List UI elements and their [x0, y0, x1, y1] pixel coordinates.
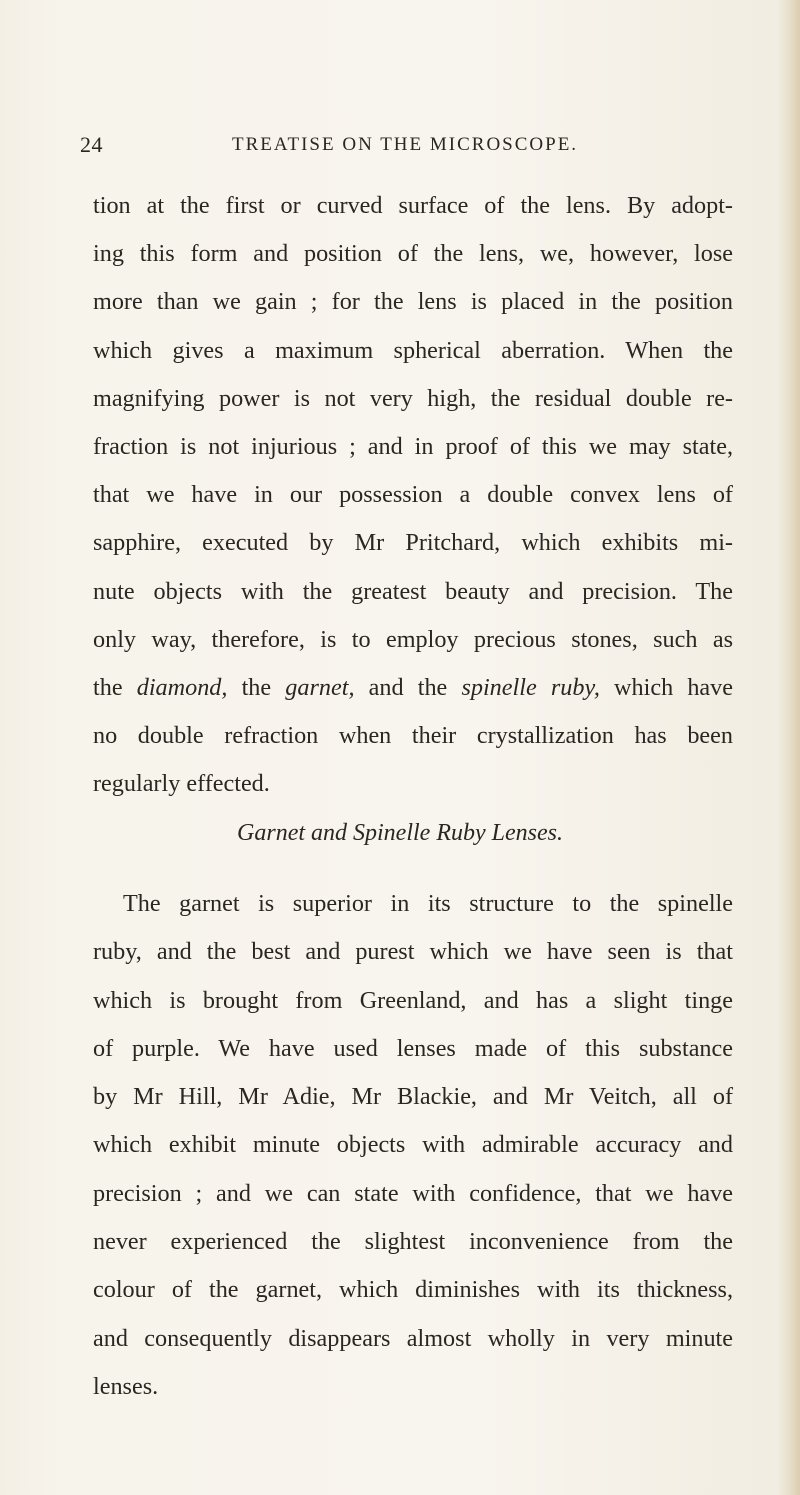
- paragraph-2: [93, 880, 733, 1411]
- running-title: TREATISE ON THE MICROSCOPE.: [232, 134, 579, 155]
- text-line: lenses.: [93, 1372, 159, 1400]
- text-line: fraction is not injurious ; and in proof of this we may state,: [93, 433, 733, 461]
- italic-term-spinelle-ruby: spinelle ruby,: [461, 674, 600, 702]
- text-line: which exhibit minute objects with admirable accuracy and: [93, 1131, 733, 1159]
- text-line: which gives a maximum spherical aberration. When the: [93, 336, 733, 364]
- text-line: tion at the first or curved surface of the lens. By adopt-: [93, 192, 733, 219]
- running-head: [80, 132, 720, 172]
- text-line: magnifying power is not very high, the residual double re-: [93, 384, 733, 412]
- text-line: ing this form and position of the lens, we, however, lose: [93, 240, 733, 268]
- text-line: and consequently disappears almost wholly in very minute: [93, 1324, 733, 1352]
- paragraph-1: [93, 182, 733, 809]
- text-run: and the: [354, 674, 462, 702]
- text-line: nute objects with the greatest beauty and precision. The: [93, 577, 733, 605]
- text-run: which have: [599, 674, 733, 702]
- text-line: that we have in our possession a double convex lens of: [93, 481, 733, 509]
- text-run: the: [93, 674, 137, 702]
- italic-term-diamond: diamond,: [136, 674, 228, 702]
- text-line-with-italics: [93, 664, 733, 712]
- text-line: ruby, and the best and purest which we have seen is that: [93, 938, 733, 966]
- text-line: regularly effected.: [93, 770, 270, 798]
- text-line: by Mr Hill, Mr Adie, Mr Blackie, and Mr Veitch, all of: [93, 1083, 733, 1111]
- italic-term-garnet: garnet,: [285, 674, 355, 702]
- text-line: more than we gain ; for the lens is placed in the position: [93, 288, 733, 316]
- text-line: never experienced the slightest inconvenience from the: [93, 1228, 733, 1256]
- text-line: no double refraction when their crystallization has been: [93, 722, 733, 750]
- page-number: 24: [80, 132, 103, 157]
- text-line: only way, therefore, is to employ precious stones, such as: [93, 625, 733, 653]
- page-edge-shadow: [778, 0, 800, 1495]
- text-line: sapphire, executed by Mr Pritchard, which exhibits mi-: [93, 529, 733, 557]
- text-line: of purple. We have used lenses made of this substance: [93, 1034, 733, 1062]
- text-run: the: [227, 674, 286, 702]
- text-line: The garnet is superior in its structure to the spinelle: [123, 890, 733, 917]
- section-heading: Garnet and Spinelle Ruby Lenses.: [237, 820, 563, 846]
- text-line: precision ; and we can state with confidence, that we have: [93, 1179, 733, 1207]
- text-line: which is brought from Greenland, and has a slight tinge: [93, 986, 733, 1014]
- text-line: colour of the garnet, which diminishes with its thickness,: [93, 1276, 733, 1304]
